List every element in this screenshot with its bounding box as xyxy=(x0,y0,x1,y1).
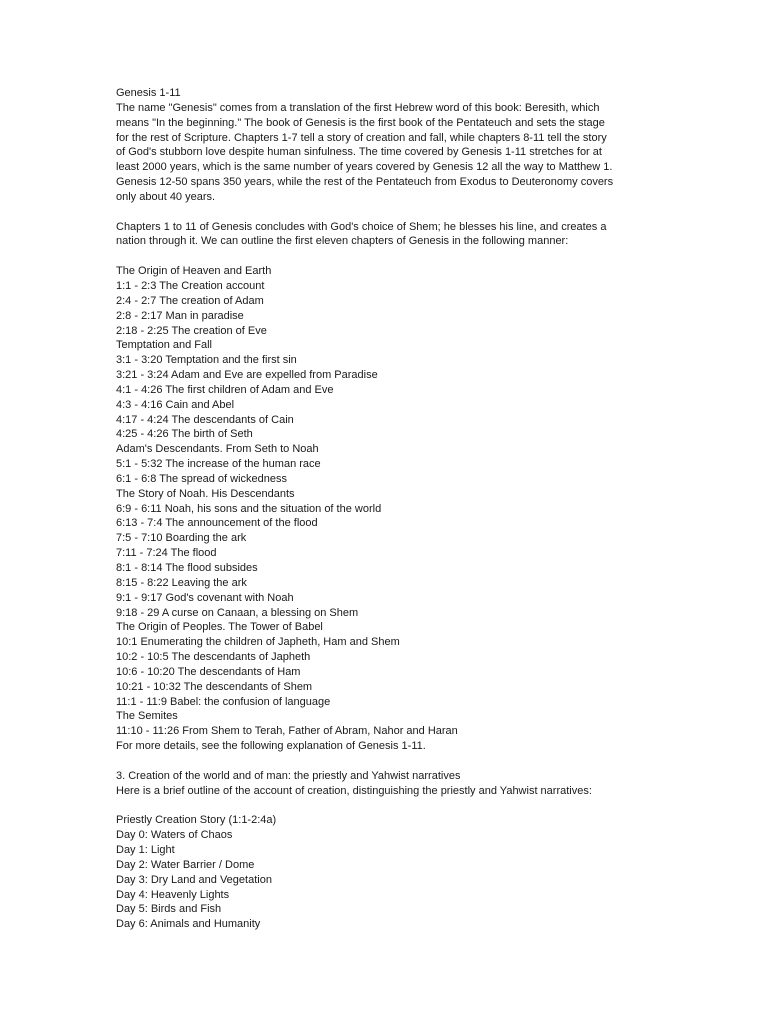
day-item: Day 6: Animals and Humanity xyxy=(116,918,261,931)
outline-item: 4:1 - 4:26 The first children of Adam and Eve xyxy=(116,383,334,396)
intro-line: only about 40 years. xyxy=(116,190,216,203)
day-item: Day 4: Heavenly Lights xyxy=(116,888,230,901)
outline-item: 4:3 - 4:16 Cain and Abel xyxy=(116,398,235,411)
day-item: Day 0: Waters of Chaos xyxy=(116,829,233,842)
intro-paragraph xyxy=(116,101,656,205)
outline-item: 3:21 - 3:24 Adam and Eve are expelled from Paradise xyxy=(116,369,378,382)
intro-line: Genesis 12-50 spans 350 years, while the rest of the Pentateuch from Exodus to Deuteronomy covers xyxy=(116,176,614,189)
section-intro: Here is a brief outline of the account of creation, distinguishing the priestly and Yahwist narratives: xyxy=(116,784,592,797)
outline-item: 10:6 - 10:20 The descendants of Ham xyxy=(116,665,301,678)
intro-line: for the rest of Scripture. Chapters 1-7 tell a story of creation and fall, while chapters 8-11 tell the story xyxy=(116,131,607,144)
priestly-heading: Priestly Creation Story (1:1-2:4a) xyxy=(116,814,277,827)
intro-line: of God's stubborn love despite human sinfulness. The time covered by Genesis 1-11 stretches for at xyxy=(116,146,602,159)
shem-line: nation through it. We can outline the first eleven chapters of Genesis in the following manner: xyxy=(116,235,569,248)
day-item: Day 2: Water Barrier / Dome xyxy=(116,858,255,871)
outline-item: 8:15 - 8:22 Leaving the ark xyxy=(116,576,247,589)
outline-item: 11:1 - 11:9 Babel: the confusion of language xyxy=(116,695,331,708)
outline-heading: The Semites xyxy=(116,710,178,723)
outline-item: 7:5 - 7:10 Boarding the ark xyxy=(116,532,247,545)
shem-line: Chapters 1 to 11 of Genesis concludes with God's choice of Shem; he blesses his line, and creates a xyxy=(116,220,607,233)
outline-item: 6:13 - 7:4 The announcement of the flood xyxy=(116,517,318,530)
outline-heading: The Origin of Peoples. The Tower of Babel xyxy=(116,621,323,634)
outline-item: 9:1 - 9:17 God's covenant with Noah xyxy=(116,591,294,604)
paragraph-spacer xyxy=(116,205,656,220)
paragraph-spacer xyxy=(116,249,656,264)
outline-item: 2:4 - 2:7 The creation of Adam xyxy=(116,294,264,307)
day-item: Day 3: Dry Land and Vegetation xyxy=(116,873,272,886)
outline-heading: Adam's Descendants. From Seth to Noah xyxy=(116,443,319,456)
outline-item: 4:17 - 4:24 The descendants of Cain xyxy=(116,413,294,426)
outline-item: 11:10 - 11:26 From Shem to Terah, Father of Abram, Nahor and Haran xyxy=(116,725,458,738)
day-item: Day 5: Birds and Fish xyxy=(116,903,222,916)
outline-heading: The Story of Noah. His Descendants xyxy=(116,487,295,500)
outline-heading: Temptation and Fall xyxy=(116,339,212,352)
paragraph-spacer xyxy=(116,754,656,769)
outline-item: 7:11 - 7:24 The flood xyxy=(116,547,217,560)
outline-heading: The Origin of Heaven and Earth xyxy=(116,265,272,278)
outline-list xyxy=(116,264,656,754)
outline-item: 10:21 - 10:32 The descendants of Shem xyxy=(116,680,313,693)
intro-line: least 2000 years, which is the same number of years covered by Genesis 12 all the way to Matthew 1. xyxy=(116,161,613,174)
outline-item: 4:25 - 4:26 The birth of Seth xyxy=(116,428,253,441)
priestly-list xyxy=(116,813,656,932)
section-3 xyxy=(116,769,656,799)
day-item: Day 1: Light xyxy=(116,844,175,857)
outline-note: For more details, see the following explanation of Genesis 1-11. xyxy=(116,740,426,753)
document-title: Genesis 1-11 xyxy=(116,87,181,99)
section-heading: 3. Creation of the world and of man: the priestly and Yahwist narratives xyxy=(116,769,461,782)
outline-item: 2:18 - 2:25 The creation of Eve xyxy=(116,324,267,337)
outline-item: 3:1 - 3:20 Temptation and the first sin xyxy=(116,354,297,367)
outline-item: 2:8 - 2:17 Man in paradise xyxy=(116,309,244,322)
paragraph-spacer xyxy=(116,799,656,814)
intro-line: means "In the beginning." The book of Genesis is the first book of the Pentateuch and sets the stage xyxy=(116,116,605,129)
outline-item: 6:1 - 6:8 The spread of wickedness xyxy=(116,472,288,485)
intro-line: The name "Genesis" comes from a translation of the first Hebrew word of this book: Beresith, which xyxy=(116,101,600,114)
outline-item: 1:1 - 2:3 The Creation account xyxy=(116,279,265,292)
outline-item: 5:1 - 5:32 The increase of the human race xyxy=(116,458,321,471)
outline-item: 8:1 - 8:14 The flood subsides xyxy=(116,562,258,574)
outline-item: 10:2 - 10:5 The descendants of Japheth xyxy=(116,651,311,664)
shem-paragraph xyxy=(116,220,656,250)
outline-item: 6:9 - 6:11 Noah, his sons and the situation of the world xyxy=(116,502,382,515)
document-page xyxy=(116,86,656,932)
outline-item: 9:18 - 29 A curse on Canaan, a blessing on Shem xyxy=(116,606,359,619)
outline-item: 10:1 Enumerating the children of Japheth, Ham and Shem xyxy=(116,636,400,649)
